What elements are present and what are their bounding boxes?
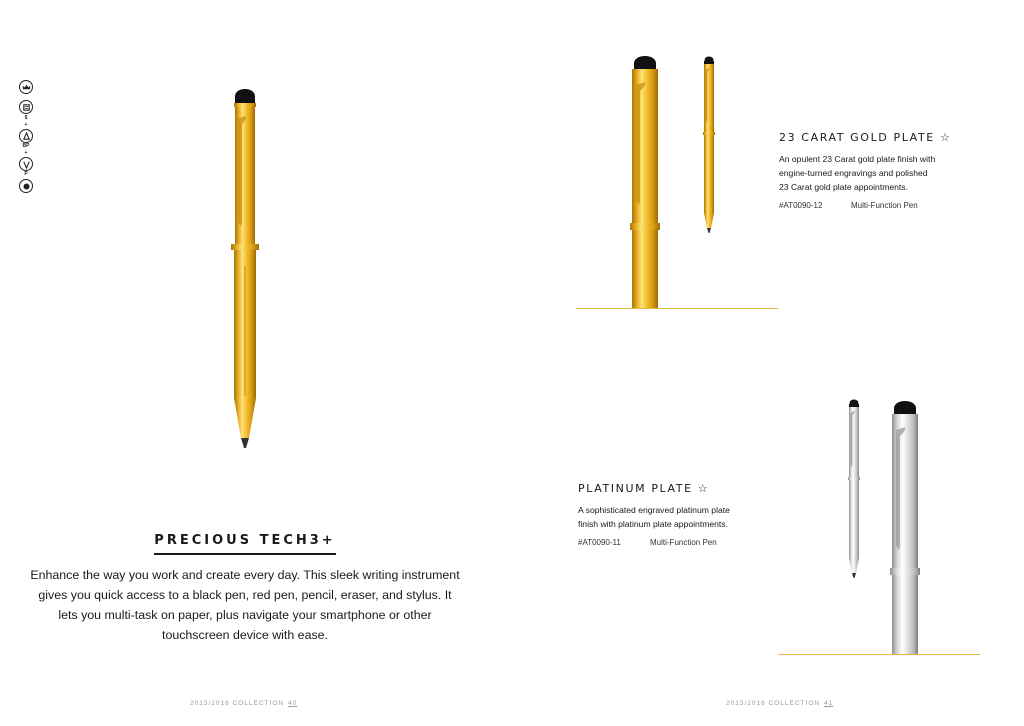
star-icon: ☆ — [697, 482, 710, 495]
star-icon: ☆ — [939, 131, 952, 144]
gold-product-description: An opulent 23 Carat gold plate finish with engine-turned engravings and polished 23 Carat gold plate appointments. — [779, 154, 936, 192]
pencil-label: P — [24, 171, 28, 177]
ballpoint-label: BP — [22, 143, 30, 149]
plus-sign-icon: + — [24, 150, 28, 156]
platinum-pen-closeup-image — [887, 400, 923, 654]
right-page — [512, 0, 1024, 726]
gold-finish-floor-line — [576, 308, 778, 309]
collection-label: 2015/2016 COLLECTION — [190, 700, 285, 707]
product-title: PRECIOUS TECH3+ — [0, 531, 490, 549]
collection-label: 2015/2016 COLLECTION — [726, 700, 821, 707]
platinum-product-sku: #AT0090-11 — [578, 538, 621, 547]
plus-sign-icon: + — [24, 122, 28, 128]
engraving-label: $ — [24, 115, 28, 121]
gold-pen-small-image — [701, 56, 717, 236]
page-number: 40 — [288, 700, 298, 707]
platinum-finish-floor-line — [778, 654, 980, 655]
crown-icon — [19, 80, 33, 94]
platinum-pen-small-image — [846, 399, 862, 581]
page-footer — [190, 700, 297, 707]
page-number: 41 — [824, 700, 834, 707]
gold-product-sku: #AT0090-12 — [779, 201, 823, 210]
platinum-product-description: A sophisticated engraved platinum plate finish with platinum plate appointments. — [578, 505, 730, 529]
product-description: Enhance the way you work and create every day. This sleek writing instrument gives you quick access to a black pen, red pen, pencil, eraser, and stylus. It lets you multi-task on paper, plus navigate your smartphone or other touchscreen device with ease. — [30, 568, 460, 642]
stylus-icon — [19, 179, 33, 193]
platinum-product-name: PLATINUM PLATE ☆ — [578, 482, 710, 495]
gold-product-type: Multi-Function Pen — [851, 201, 918, 210]
gold-pen-large-image — [225, 86, 265, 454]
engraving-icon — [19, 100, 33, 114]
gold-pen-closeup-image — [627, 55, 663, 309]
ballpoint-icon — [19, 129, 33, 143]
platinum-product-type: Multi-Function Pen — [650, 538, 717, 547]
pencil-icon — [19, 157, 33, 171]
page-footer — [726, 700, 833, 707]
gold-product-name: 23 CARAT GOLD PLATE ☆ — [779, 131, 952, 144]
